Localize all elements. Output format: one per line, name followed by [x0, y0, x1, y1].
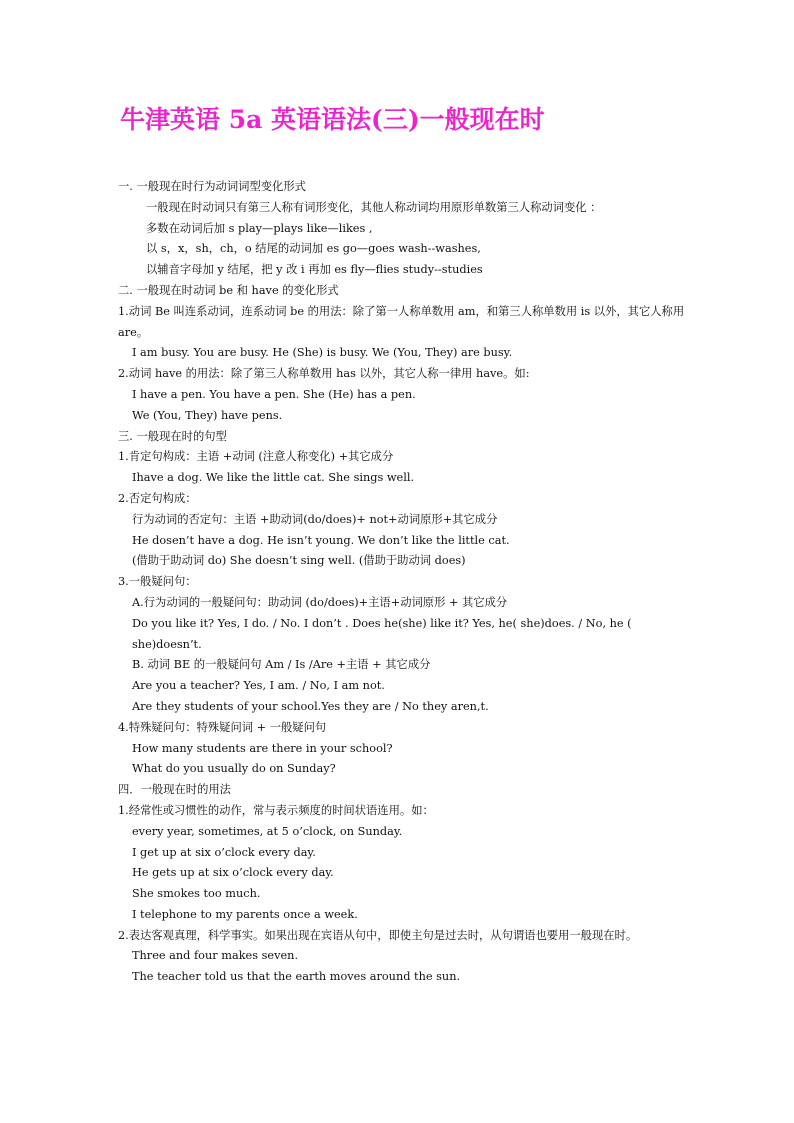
- paragraph-line: 以辅音字母加 y 结尾，把 y 改 i 再加 es fly—flies study--studies: [146, 263, 483, 277]
- section-heading: 三. 一般现在时的句型: [118, 429, 227, 443]
- paragraph-line: A.行为动词的一般疑问句：助动词 (do/does)+主语+动词原形 + 其它成分: [132, 595, 508, 609]
- document-body: [118, 177, 688, 988]
- paragraph-line: 4.特殊疑问句：特殊疑问词 + 一般疑问句: [118, 720, 327, 734]
- example-sentence: I get up at six o’clock every day.: [132, 845, 316, 859]
- section-heading: 二. 一般现在时动词 be 和 have 的变化形式: [118, 283, 339, 297]
- paragraph-line: 多数在动词后加 s play—plays like—likes ,: [146, 221, 373, 235]
- paragraph-line: 行为动词的否定句：主语 +助动词(do/does)+ not+动词原形+其它成分: [132, 512, 498, 526]
- example-sentence: Three and four makes seven.: [132, 949, 299, 963]
- paragraph-line: 1.肯定句构成：主语 +动词 (注意人称变化) +其它成分: [118, 450, 394, 464]
- paragraph-line: B. 动词 BE 的一般疑问句 Am / Is /Are +主语 + 其它成分: [132, 658, 431, 672]
- paragraph-line: 2.表达客观真理，科学事实。如果出现在宾语从句中，即使主句是过去时，从句谓语也要用一般现在时。: [118, 928, 638, 942]
- paragraph-line: 1.经常性或习惯性的动作，常与表示频度的时间状语连用。如：: [118, 803, 434, 817]
- example-sentence: every year, sometimes, at 5 o’clock, on Sunday.: [132, 824, 403, 838]
- example-sentence: The teacher told us that the earth moves around the sun.: [132, 970, 461, 984]
- example-sentence: (借助于助动词 do) She doesn’t sing well. (借助于助动词 does): [132, 554, 466, 568]
- example-sentence: She smokes too much.: [132, 887, 261, 901]
- section-heading: 四．一般现在时的用法: [118, 783, 231, 797]
- document-title: 牛津英语 5a 英语语法(三)一般现在时: [120, 105, 545, 134]
- example-sentence: Do you like it? Yes, I do. / No. I don’t . Does he(she) like it? Yes, he( she)does. / No, he ( she)doesn’t.: [132, 616, 632, 651]
- example-sentence: Are you a teacher? Yes, I am. / No, I am not.: [132, 679, 385, 693]
- example-sentence: What do you usually do on Sunday?: [132, 762, 336, 776]
- paragraph-line: 一般现在时动词只有第三人称有词形变化，其他人称动词均用原形单数第三人称动词变化 ：: [146, 200, 602, 214]
- paragraph-line: 以 s，x，sh，ch，o 结尾的动词加 es go—goes wash--washes,: [146, 242, 481, 256]
- paragraph-line: 3.一般疑问句：: [118, 575, 197, 589]
- example-sentence: I am busy. You are busy. He (She) is busy. We (You, They) are busy.: [132, 346, 513, 360]
- example-sentence: Ihave a dog. We like the little cat. She sings well.: [132, 471, 415, 485]
- example-sentence: He dosen’t have a dog. He isn’t young. We don’t like the little cat.: [132, 533, 510, 547]
- example-sentence: I telephone to my parents once a week.: [132, 907, 358, 921]
- example-sentence: Are they students of your school.Yes they are / No they aren,t.: [132, 699, 489, 713]
- example-sentence: I have a pen. You have a pen. She (He) has a pen.: [132, 387, 416, 401]
- example-sentence: He gets up at six o’clock every day.: [132, 866, 334, 880]
- paragraph-line: 2.动词 have 的用法：除了第三人称单数用 has 以外，其它人称一律用 have。如:: [118, 367, 530, 381]
- example-sentence: How many students are there in your school?: [132, 741, 393, 755]
- paragraph-line: 1.动词 Be 叫连系动词，连系动词 be 的用法：除了第一人称单数用 am，和第三人称单数用 is 以外，其它人称用 are。: [118, 304, 685, 339]
- example-sentence: We (You, They) have pens.: [132, 408, 283, 422]
- paragraph-line: 2.否定句构成：: [118, 491, 197, 505]
- section-heading: 一. 一般现在时行为动词词型变化形式: [118, 180, 306, 193]
